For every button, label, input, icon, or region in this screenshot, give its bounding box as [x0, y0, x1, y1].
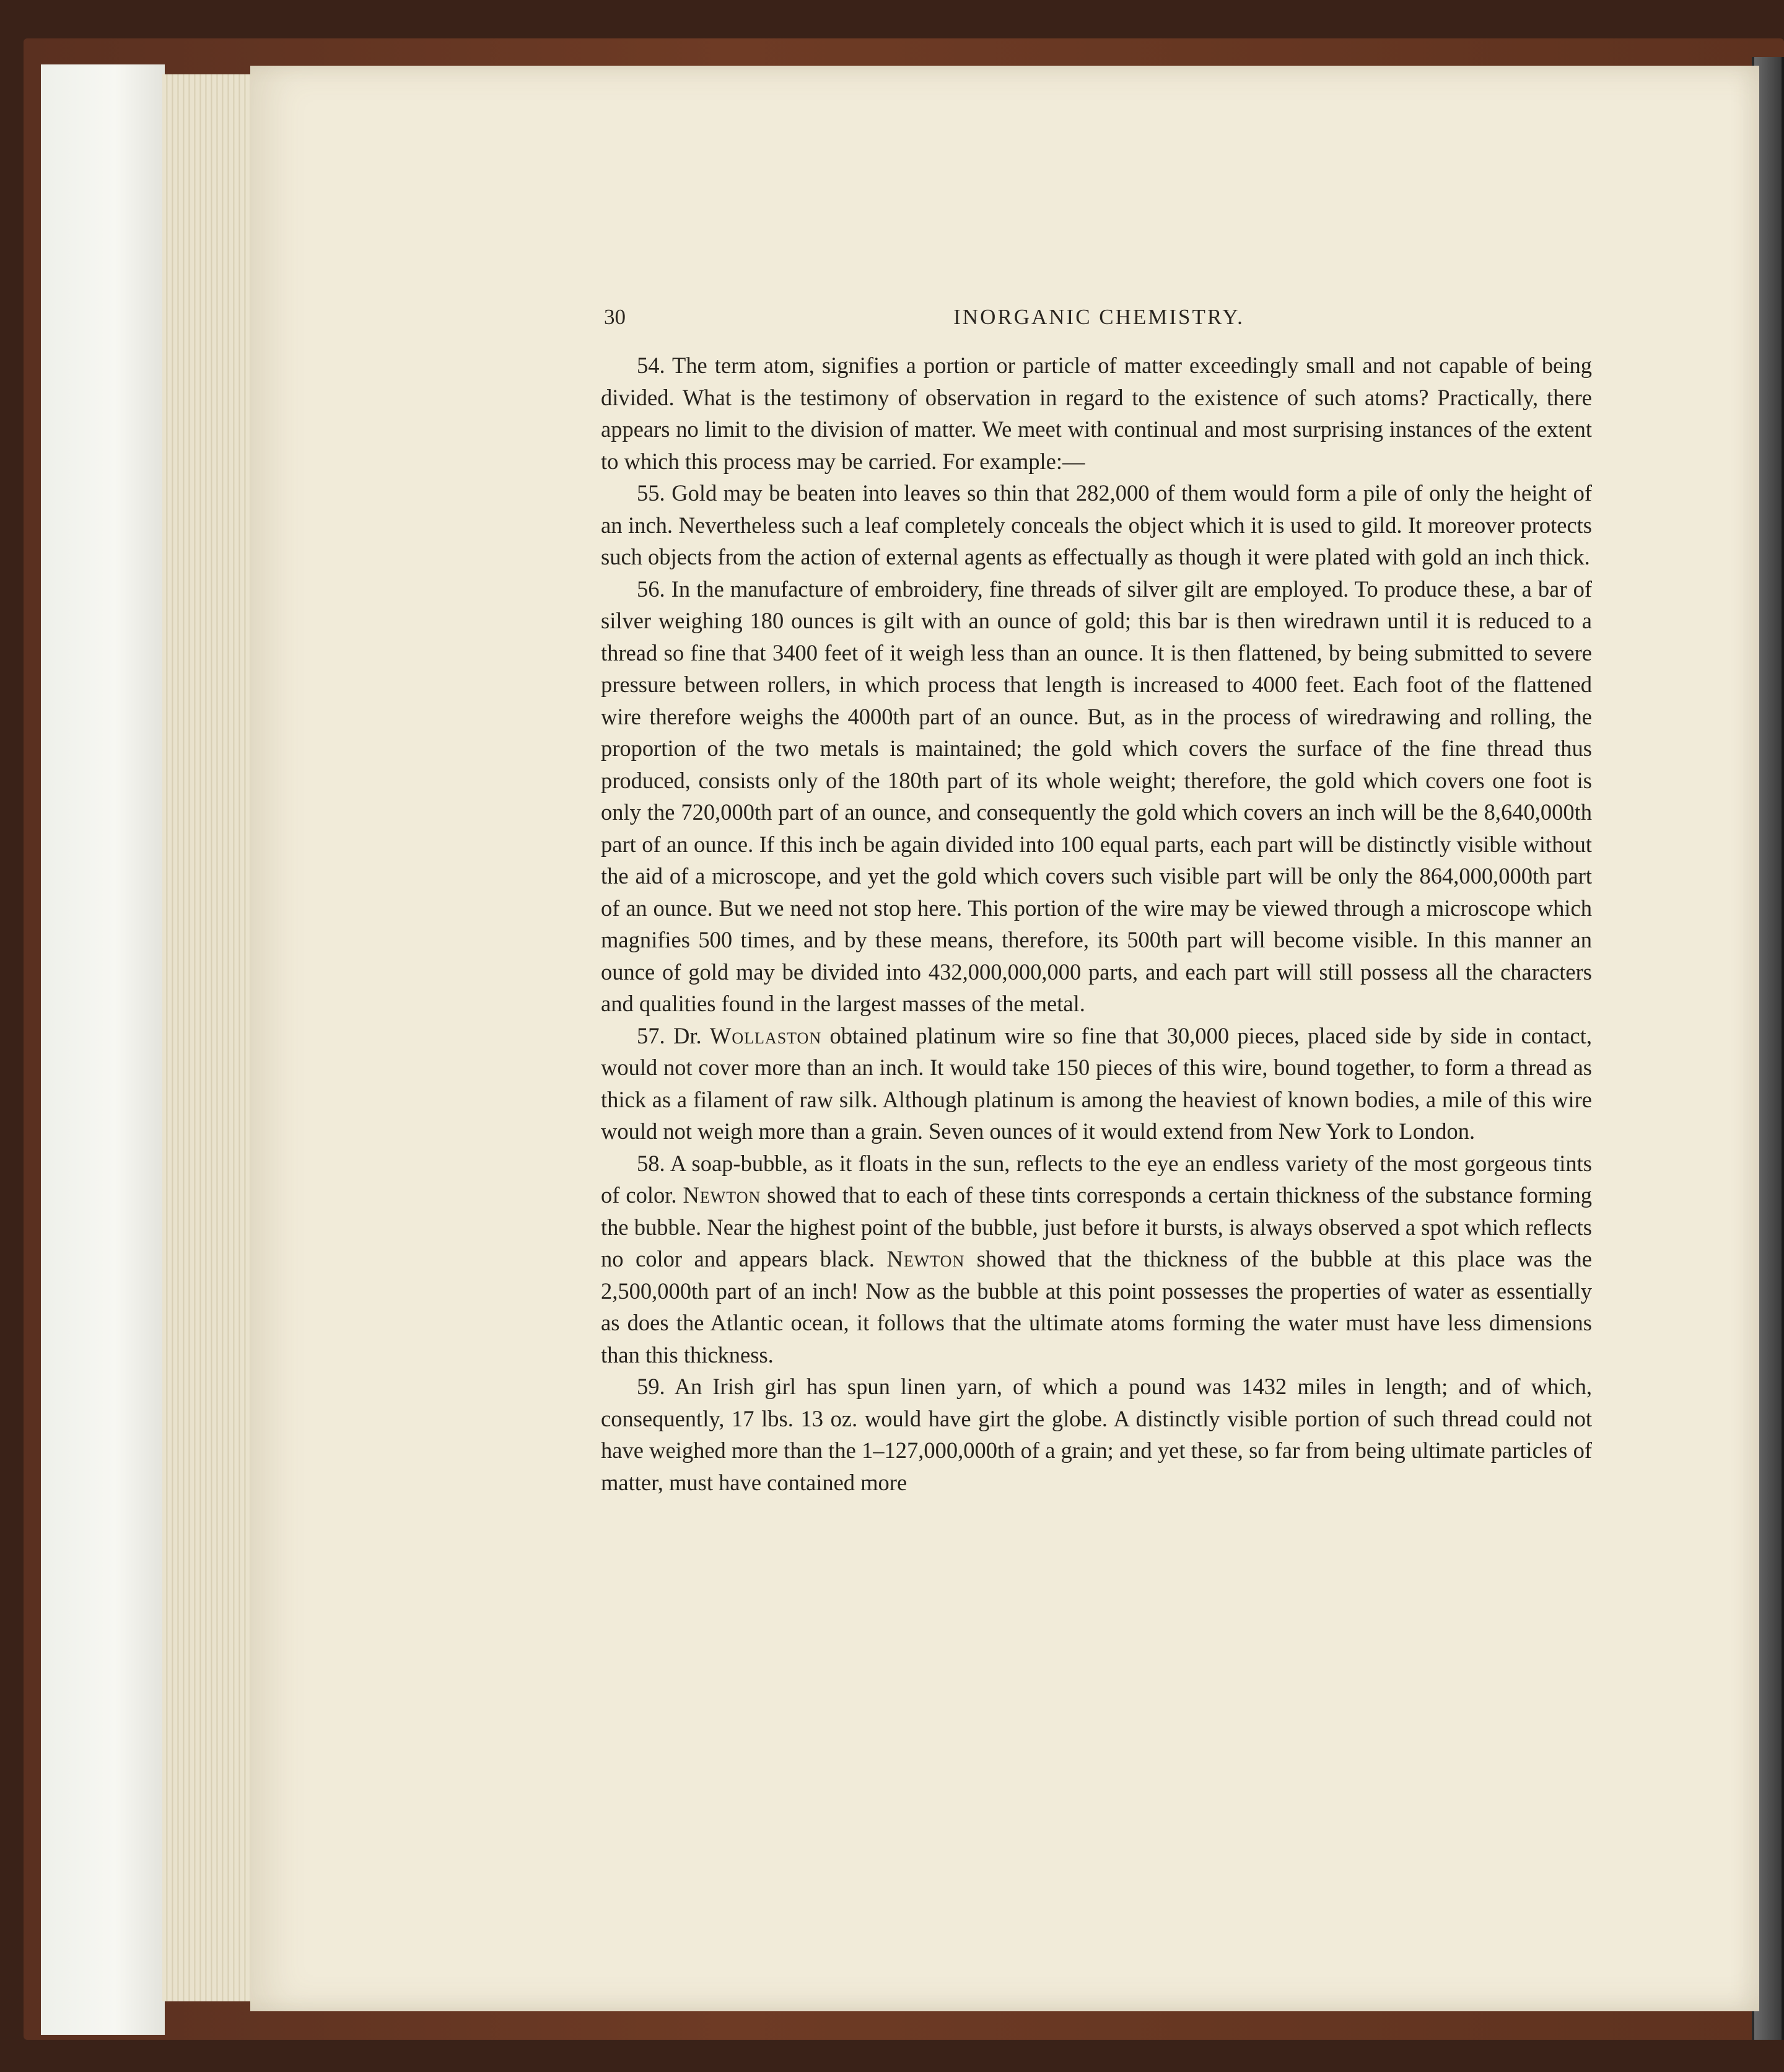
running-header	[604, 305, 1594, 330]
endpaper	[41, 64, 165, 2035]
name-newton-2: Newton	[886, 1246, 965, 1271]
paragraph-57: 57. Dr. Wollaston obtained platinum wire so fine that 30,000 pieces, placed side by side in contact, would not cover more than an inch. It would take 150 pieces of this wire, bound together, to form a thread as thick as a filament of raw silk. Although platinum is among the heaviest of known bodies, a mile of this wire would not weigh more than a grain. Seven ounces of it would extend from New York to London.	[601, 1022, 1592, 1144]
page-edges	[162, 74, 255, 2001]
paragraph-56: 56. In the manufacture of embroidery, fine threads of silver gilt are employed. To produce these, a bar of silver weighing 180 ounces is gilt with an ounce of gold; this bar is then wiredrawn until it is reduced to a thread so fine that 3400 feet of it weigh less than an ounce. It is then flattened, by being submitted to severe pressure between rollers, in which process that length is increased to 4000 feet. Each foot of the flattened wire therefore weighs the 4000th part of an ounce. But, as in the process of wiredrawing and rolling, the proportion of the two metals is maintained; the gold which covers the surface of the fine thread thus produced, consists only of the 180th part of its whole weight; therefore, the gold which covers one foot is only the 720,000th part of an ounce, and consequently the gold which covers an inch will be the 8,640,000th part of an ounce. If this inch be again divided into 100 equal parts, each part will be distinctly visible without the aid of a microscope, and yet the gold which covers such visible part will be only the 864,000,000th part of an ounce. But we need not stop here. This portion of the wire may be viewed through a microscope which magnifies 500 times, and by these means, therefore, its 500th part will become visible. In this manner an ounce of gold may be divided into 432,000,000,000 parts, and each part will still possess all the characters and qualities found in the largest masses of the metal.	[601, 576, 1592, 1016]
paragraph-55: 55. Gold may be beaten into leaves so thin that 282,000 of them would form a pile of only the height of an inch. Nevertheless such a leaf completely conceals the object which it is used to gild. It moreover protects such objects from the action of external agents as effectually as though it were plated with gold an inch thick.	[601, 480, 1592, 569]
name-newton: Newton	[683, 1182, 761, 1208]
page-body	[601, 349, 1592, 1498]
paragraph-58: 58. A soap-bubble, as it floats in the sun, reflects to the eye an endless variety of the most gorgeous tints of color. Newton showed that to each of these tints corresponds a certain thickness of the substance forming the bubble. Near the highest point of the bubble, just before it bursts, is always observed a spot which reflects no color and appears black. Newton showed that the thickness of the bubble at this place was the 2,500,000th part of an inch! Now as the bubble at this point possesses the properties of water as essentially as does the Atlantic ocean, it follows that the ultimate atoms forming the water must have less dimensions than this thickness.	[601, 1150, 1593, 1367]
paragraph-54: 54. The term atom, signifies a portion or particle of matter exceedingly small and not capable of being divided. What is the testimony of observation in regard to the existence of such atoms? Practically, there appears no limit to the division of matter. We meet with continual and most surprising instances of the extent to which this process may be carried. For example:—	[601, 353, 1592, 474]
name-wollaston: Wollaston	[709, 1022, 822, 1048]
page-number: 30	[604, 305, 626, 329]
paragraph-59: 59. An Irish girl has spun linen yarn, of which a pound was 1432 miles in length; and of which, consequently, 17 lbs. 13 oz. would have girt the globe. A distinctly visible portion of such thread could not have weighed more than the 1–127,000,000th of a grain; and yet these, so far from being ultimate particles of matter, must have contained more	[601, 1374, 1592, 1495]
running-head-title: INORGANIC CHEMISTRY.	[953, 305, 1244, 329]
